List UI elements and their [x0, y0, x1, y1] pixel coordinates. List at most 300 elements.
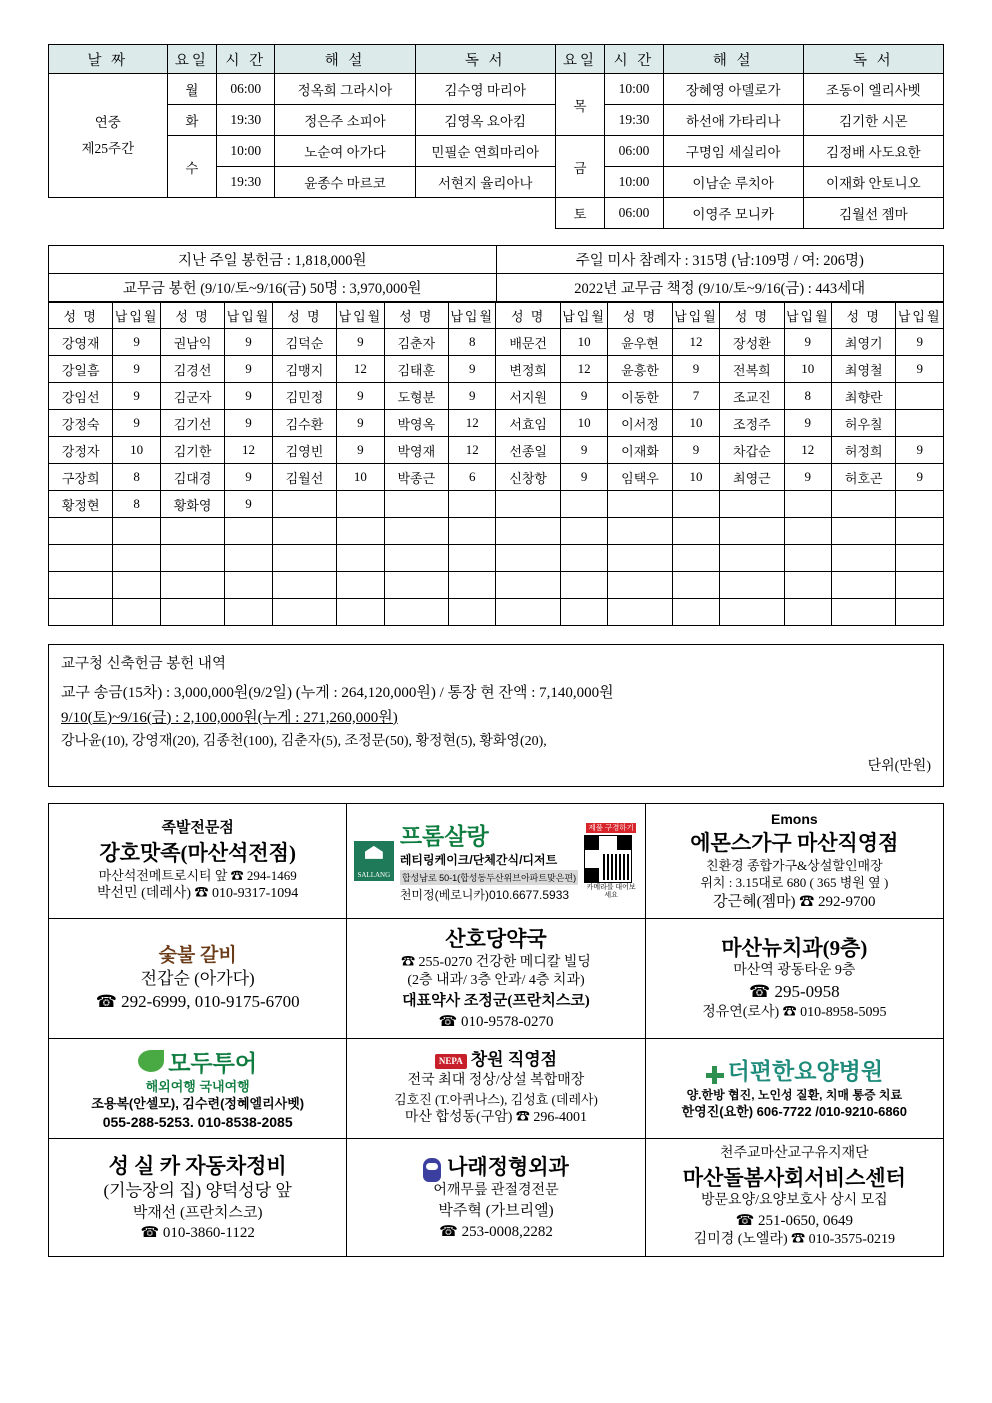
cell-payment-month: [449, 572, 496, 599]
cell-name: 박종근: [384, 464, 448, 491]
cell-name: 김경선: [160, 356, 224, 383]
ad-pharmacy-line-3: 대표약사 조정군(프란치스코): [402, 993, 590, 1010]
cell-name: 최향란: [832, 383, 896, 410]
cell-payment-month: 9: [784, 410, 831, 437]
cell-payment-month: 10: [560, 410, 607, 437]
cell-payment-month: 12: [337, 356, 384, 383]
cell-payment-month: 9: [113, 383, 160, 410]
cell-name: [160, 545, 224, 572]
col-date: 날 짜: [49, 45, 168, 74]
cell-name: 김민정: [272, 383, 336, 410]
cell-name: [720, 599, 784, 626]
col-payment-month: 납입월: [784, 303, 831, 329]
ad-jokbal-line-2: 마산석전메트로시티 앞 ☎ 294-1469: [98, 867, 297, 883]
ad-hospital-header: [650, 1056, 939, 1087]
cell-payment-month: 9: [113, 329, 160, 356]
cell-name: [49, 518, 113, 545]
time: 10:00: [217, 136, 275, 167]
cell-name: [608, 599, 672, 626]
cell-name: 조정주: [720, 410, 784, 437]
advertisement-grid: [48, 803, 944, 1257]
cell-name: [272, 545, 336, 572]
ad-emons-line-2: 친환경 종합가구&상설할인매장: [706, 857, 883, 873]
ad-dental[interactable]: [645, 919, 943, 1039]
time: 19:30: [605, 105, 663, 136]
cell-name: 권남익: [160, 329, 224, 356]
ad-jokbal[interactable]: [49, 803, 347, 919]
cell-payment-month: [896, 518, 944, 545]
construction-donors: 강나윤(10), 강영재(20), 김종천(100), 김춘자(5), 조정문(50), 황정현(5), 황화영(20),: [61, 734, 547, 750]
cell-payment-month: [672, 491, 719, 518]
col-time-right: 시 간: [605, 45, 663, 74]
cell-name: 신창항: [496, 464, 560, 491]
cell-name: 김영빈: [272, 437, 336, 464]
time: 10:00: [605, 74, 663, 105]
cell-name: 김춘자: [384, 329, 448, 356]
ad-galbi-line-1: 전갑순 (아가다): [140, 969, 255, 989]
cell-name: [496, 572, 560, 599]
cell-payment-month: [337, 545, 384, 572]
cell-name: 최영근: [720, 464, 784, 491]
qr-code-icon[interactable]: [584, 835, 632, 883]
cell-payment-month: [896, 410, 944, 437]
offering-summary-table: [48, 245, 944, 302]
table-row: [49, 329, 944, 356]
cell-name: 강임선: [49, 383, 113, 410]
ad-galbi-line-0: [53, 943, 342, 969]
commentary: 장혜영 아델로가: [663, 74, 803, 105]
cell-payment-month: [225, 545, 272, 572]
cell-name: 김맹지: [272, 356, 336, 383]
ad-dental-line-0: 마산뉴치과(9층): [721, 935, 868, 960]
ad-row: [49, 919, 944, 1039]
weekday: 목: [555, 74, 605, 136]
cell-payment-month: [672, 599, 719, 626]
cell-name: [160, 518, 224, 545]
cell-name: 서효임: [496, 410, 560, 437]
cell-name: 서지원: [496, 383, 560, 410]
mascot-icon: [423, 1158, 441, 1182]
ad-emons[interactable]: [645, 803, 943, 919]
qr-caption: 카메라를 대어보세요: [586, 883, 636, 900]
cell-payment-month: [672, 545, 719, 572]
reading: 민필순 연희마리아: [415, 136, 555, 167]
ad-orthopedics-line-1: 어깨무릎 관절경전문: [433, 1183, 559, 1199]
cell-payment-month: 8: [113, 464, 160, 491]
cell-payment-month: [337, 518, 384, 545]
ad-fromsallang[interactable]: [347, 803, 645, 919]
cell-name: 이서정: [608, 410, 672, 437]
ad-dental-line-3: 정유연(로사) ☎ 010-8958-5095: [702, 1005, 887, 1021]
cell-name: [496, 491, 560, 518]
cell-payment-month: [449, 599, 496, 626]
cell-name: 장성환: [720, 329, 784, 356]
table-row: [49, 437, 944, 464]
cell-payment-month: 12: [784, 437, 831, 464]
ad-emons-line-0: Emons: [770, 810, 818, 827]
time: 06:00: [605, 198, 663, 229]
cell-payment-month: 9: [113, 356, 160, 383]
cell-name: 최영철: [832, 356, 896, 383]
cell-payment-month: 8: [449, 329, 496, 356]
col-name: 성 명: [720, 303, 784, 329]
col-name: 성 명: [384, 303, 448, 329]
ad-nepa-header: [351, 1049, 640, 1072]
cell-payment-month: 9: [560, 464, 607, 491]
table-row: [49, 383, 944, 410]
ad-modootour[interactable]: [49, 1038, 347, 1138]
ad-fromsallang-brand: 프롬살랑: [399, 823, 489, 850]
cell-name: [496, 599, 560, 626]
ad-modootour-line-1: 조용복(안셀모), 김수련(정혜엘리사벳): [91, 1096, 305, 1112]
cell-name: [272, 491, 336, 518]
contributor-names-table: [48, 302, 944, 626]
cell-name: [832, 599, 896, 626]
cell-payment-month: [113, 518, 160, 545]
col-name: 성 명: [49, 303, 113, 329]
cell-name: [832, 518, 896, 545]
ad-pharmacy-line-2: (2층 내과/ 3층 안과/ 4층 치과): [407, 973, 585, 989]
cell-payment-month: [225, 599, 272, 626]
cell-payment-month: [784, 545, 831, 572]
table-header-row: [49, 303, 944, 329]
ad-emons-line-1: 에몬스가구 마산직영점: [690, 830, 899, 855]
cell-payment-month: [896, 572, 944, 599]
cell-payment-month: 9: [672, 356, 719, 383]
cell-name: 차갑순: [720, 437, 784, 464]
ad-nepa-line-3: 마산 합성동(구암) ☎ 296-4001: [404, 1109, 588, 1125]
modootour-logo: [53, 1045, 342, 1078]
ad-welfare-center[interactable]: [645, 1138, 943, 1256]
cell-payment-month: 9: [784, 464, 831, 491]
cell-name: [720, 518, 784, 545]
ad-pharmacy-line-0: 산호당약국: [445, 927, 547, 952]
period-line-2: 제25주간: [81, 140, 135, 156]
ad-modootour-brand: 모두투어: [168, 1049, 258, 1076]
ad-modootour-line-2: 055-288-5253. 010-8538-2085: [102, 1113, 293, 1130]
cell-name: [832, 572, 896, 599]
ad-carservice[interactable]: [49, 1138, 347, 1256]
cell-name: [272, 572, 336, 599]
cell-payment-month: [113, 545, 160, 572]
ad-sanho-pharmacy[interactable]: [347, 919, 645, 1039]
cell-name: [384, 545, 448, 572]
cell-name: 강정숙: [49, 410, 113, 437]
table-row: [49, 274, 944, 302]
offering-section: [48, 245, 944, 626]
table-row: [49, 518, 944, 545]
cell-payment-month: 9: [337, 437, 384, 464]
col-payment-month: 납입월: [113, 303, 160, 329]
cell-payment-month: [784, 572, 831, 599]
cell-name: [832, 545, 896, 572]
cell-name: [608, 572, 672, 599]
reading: 김영옥 요아킴: [415, 105, 555, 136]
cell-name: 강일흠: [49, 356, 113, 383]
cell-payment-month: [337, 599, 384, 626]
ad-orthopedics-line-2: 박주혁 (가브리엘): [438, 1203, 554, 1220]
cell-name: 구장희: [49, 464, 113, 491]
cell-payment-month: [225, 518, 272, 545]
cell-name: 이재화: [608, 437, 672, 464]
table-row: [49, 572, 944, 599]
cell-name: 황화영: [160, 491, 224, 518]
cell-payment-month: 12: [449, 437, 496, 464]
cell-payment-month: [225, 572, 272, 599]
ad-carservice-line-1: (기능장의 집) 양덕성당 앞: [103, 1180, 292, 1200]
table-row: [49, 246, 944, 274]
commentary: 노순여 아가다: [275, 136, 415, 167]
ad-nepa-line-0: 창원 직영점: [470, 1050, 558, 1070]
dues-assessment: 2022년 교무금 책정 (9/10/토~9/16(금) : 443세대: [496, 274, 944, 302]
cell-payment-month: 9: [896, 464, 944, 491]
time: 06:00: [217, 74, 275, 105]
reading: 조동이 엘리사벳: [803, 74, 943, 105]
cell-payment-month: [560, 545, 607, 572]
cell-payment-month: 10: [672, 464, 719, 491]
cell-payment-month: [113, 572, 160, 599]
ad-welfare-line-4: 김미경 (노엘라) ☎ 010-3575-0219: [693, 1232, 895, 1248]
cell-name: 박영옥: [384, 410, 448, 437]
mass-schedule-table: [48, 44, 944, 229]
ad-pharmacy-line-4: ☎ 010-9578-0270: [438, 1013, 554, 1030]
cell-payment-month: [113, 599, 160, 626]
col-payment-month: 납입월: [560, 303, 607, 329]
weekday: 토: [555, 198, 605, 229]
cell-payment-month: [560, 599, 607, 626]
medical-cross-icon: [706, 1066, 724, 1084]
ad-fromsallang-line-0: 레티링케이크/단체간식/디저트: [399, 853, 558, 868]
reading: 김정배 사도요한: [803, 136, 943, 167]
cell-payment-month: [896, 491, 944, 518]
cell-name: 허호곤: [832, 464, 896, 491]
cell-payment-month: 9: [449, 356, 496, 383]
cell-payment-month: 9: [672, 437, 719, 464]
weekday: 월: [167, 74, 217, 105]
cell-payment-month: 12: [225, 437, 272, 464]
ad-emons-line-4: 강근혜(젬마) ☎ 292-9700: [713, 893, 876, 910]
cell-name: 배문건: [496, 329, 560, 356]
cell-name: [49, 572, 113, 599]
time: 19:30: [217, 167, 275, 198]
cell-payment-month: [672, 572, 719, 599]
cell-name: [160, 599, 224, 626]
col-payment-month: 납입월: [672, 303, 719, 329]
cell-name: [49, 599, 113, 626]
qr-badge-label: 제품 구경하기: [588, 822, 634, 832]
ad-carservice-line-2: 박재선 (프란치스코): [132, 1204, 263, 1221]
ad-hospital-brand: 더편한요양병원: [727, 1057, 884, 1084]
cell-payment-month: [784, 599, 831, 626]
ad-jokbal-line-1: 강호맛족(마산석전점): [99, 840, 296, 865]
cell-name: 선종일: [496, 437, 560, 464]
cell-payment-month: 9: [896, 329, 944, 356]
col-payment-month: 납입월: [225, 303, 272, 329]
cell-payment-month: 9: [225, 329, 272, 356]
weekday: 화: [167, 105, 217, 136]
ad-orthopedics-line-3: ☎ 253-0008,2282: [439, 1223, 553, 1240]
construction-title: 교구청 신축헌금 봉헌 내역: [61, 656, 226, 672]
cell-name: 전복희: [720, 356, 784, 383]
cell-payment-month: [449, 491, 496, 518]
ad-welfare-line-1: 마산돌봄사회서비스센터: [682, 1165, 906, 1190]
cell-name: [384, 572, 448, 599]
ad-modootour-line-0: 해외여행 국내여행: [145, 1078, 250, 1094]
table-row: [49, 74, 944, 105]
cell-payment-month: 9: [784, 329, 831, 356]
ad-emons-line-3: 위치 : 3.15대로 680 ( 365 병원 옆 ): [700, 875, 889, 891]
reading: 김수영 마리아: [415, 74, 555, 105]
cell-name: [608, 545, 672, 572]
time: 10:00: [605, 167, 663, 198]
commentary: 이남순 루치아: [663, 167, 803, 198]
ad-orthopedics-header: [351, 1153, 640, 1182]
col-name: 성 명: [496, 303, 560, 329]
cell-payment-month: [449, 518, 496, 545]
ad-welfare-line-2: 방문요양/요양보호사 상시 모집: [700, 1193, 888, 1209]
cell-name: 임택우: [608, 464, 672, 491]
ad-hospital-line-1: 한영진(요한) 606-7722 /010-9210-6860: [681, 1104, 908, 1120]
cell-name: [832, 491, 896, 518]
cell-payment-month: 10: [113, 437, 160, 464]
cell-name: [384, 599, 448, 626]
cell-payment-month: 10: [784, 356, 831, 383]
ad-fromsallang-line-1: 합성남로 50-1(합성동두산위브아파트맞은편): [400, 870, 578, 885]
cell-payment-month: 9: [225, 491, 272, 518]
cell-payment-month: 12: [672, 329, 719, 356]
cell-name: [720, 491, 784, 518]
cell-payment-month: [784, 491, 831, 518]
cell-name: [496, 545, 560, 572]
weekday: 수: [167, 136, 217, 198]
cell-name: 김기선: [160, 410, 224, 437]
ad-hospital[interactable]: [645, 1038, 943, 1138]
cell-name: 강정자: [49, 437, 113, 464]
ad-row: [49, 803, 944, 919]
construction-line-2: 9/10(토)~9/16(금) : 2,100,000원(누게 : 271,260,000원): [61, 709, 398, 726]
cell-name: [160, 572, 224, 599]
cell-name: 김기한: [160, 437, 224, 464]
cell-payment-month: 12: [449, 410, 496, 437]
cell-name: [496, 518, 560, 545]
cell-payment-month: 9: [225, 383, 272, 410]
ad-nepa[interactable]: [347, 1038, 645, 1138]
time: 19:30: [217, 105, 275, 136]
cell-payment-month: [560, 572, 607, 599]
sallang-logo-text: SALLANG: [357, 870, 391, 879]
cell-payment-month: 10: [337, 464, 384, 491]
ad-orthopedics-line-0: 나래정형외과: [447, 1155, 569, 1180]
ad-welfare-line-0: 천주교마산교구유지재단: [719, 1145, 869, 1161]
dues-offering: 교무금 봉헌 (9/10/토~9/16(금) 50명 : 3,970,000원: [49, 274, 497, 302]
ad-hospital-line-0: 양.한방 협진, 노인성 질환, 치매 통증 치료: [686, 1087, 903, 1102]
cell-name: 조교진: [720, 383, 784, 410]
col-name: 성 명: [832, 303, 896, 329]
ad-nepa-line-1: 전국 최대 정상/상설 복합매장: [407, 1073, 585, 1089]
cell-payment-month: [449, 545, 496, 572]
cell-name: 윤흥한: [608, 356, 672, 383]
sunday-attendance: 주일 미사 참례자 : 315명 (남:109명 / 여: 206명): [496, 246, 944, 274]
cell-name: 허우칠: [832, 410, 896, 437]
cell-payment-month: [337, 491, 384, 518]
ad-dental-line-2: ☎ 295-0958: [749, 982, 840, 1002]
cell-name: 윤우현: [608, 329, 672, 356]
cell-payment-month: [672, 518, 719, 545]
cell-payment-month: 9: [225, 356, 272, 383]
cell-payment-month: 9: [337, 410, 384, 437]
time: 06:00: [605, 136, 663, 167]
table-row: [49, 464, 944, 491]
ad-carservice-line-3: ☎ 010-3860-1122: [140, 1225, 255, 1242]
commentary: 하선애 가타리나: [663, 105, 803, 136]
commentary: 윤종수 마르코: [275, 167, 415, 198]
col-name: 성 명: [160, 303, 224, 329]
cell-name: 김대경: [160, 464, 224, 491]
reading: 김기한 시몬: [803, 105, 943, 136]
cell-payment-month: [337, 572, 384, 599]
construction-offering-box: [48, 644, 944, 787]
ad-orthopedics[interactable]: [347, 1138, 645, 1256]
weekday: 금: [555, 136, 605, 198]
col-name: 성 명: [608, 303, 672, 329]
table-row: [49, 136, 944, 167]
cell-payment-month: 9: [225, 410, 272, 437]
cell-name: 김수환: [272, 410, 336, 437]
col-weekday-left: 요일: [167, 45, 217, 74]
construction-unit-note: 단위(만원): [867, 758, 931, 774]
sallang-logo-icon: [354, 841, 394, 881]
last-sunday-offering: 지난 주일 봉헌금 : 1,818,000원: [49, 246, 497, 274]
cell-name: 김태훈: [384, 356, 448, 383]
cell-name: 김월선: [272, 464, 336, 491]
ad-nepa-line-2: 김호진 (T.아퀴나스), 김성효 (데레사): [394, 1092, 598, 1107]
col-reading-right: 독 서: [803, 45, 943, 74]
ad-jokbal-line-3: 박선민 (데레사) ☎ 010-9317-1094: [97, 885, 299, 901]
table-row: [49, 356, 944, 383]
cell-payment-month: 9: [896, 356, 944, 383]
table-header-row: [49, 45, 944, 74]
period-cell: [49, 74, 168, 198]
cell-name: 최영기: [832, 329, 896, 356]
cell-name: [608, 518, 672, 545]
table-row: [49, 198, 944, 229]
cell-name: [720, 545, 784, 572]
ad-row: [49, 1138, 944, 1256]
col-time-left: 시 간: [217, 45, 275, 74]
cell-payment-month: 9: [560, 437, 607, 464]
cell-name: [384, 491, 448, 518]
qr-block: [584, 823, 638, 900]
col-reading-left: 독 서: [415, 45, 555, 74]
cell-payment-month: 8: [113, 491, 160, 518]
ad-galbi[interactable]: [49, 919, 347, 1039]
cell-payment-month: 9: [896, 437, 944, 464]
cell-name: 강영재: [49, 329, 113, 356]
ad-welfare-line-3: ☎ 251-0650, 0649: [735, 1212, 854, 1229]
cell-payment-month: 9: [225, 464, 272, 491]
ad-pharmacy-line-1: ☎ 255-0270 건강한 메디칼 빌딩: [401, 954, 591, 970]
col-payment-month: 납입월: [449, 303, 496, 329]
reading: 서현지 율리아나: [415, 167, 555, 198]
cell-payment-month: 12: [560, 356, 607, 383]
cell-name: 김덕순: [272, 329, 336, 356]
cell-payment-month: [896, 545, 944, 572]
nepa-logo-icon: NEPA: [435, 1054, 467, 1068]
cell-name: [608, 491, 672, 518]
cell-name: [272, 518, 336, 545]
commentary: 정옥희 그라시아: [275, 74, 415, 105]
construction-line-1: 교구 송금(15차) : 3,000,000원(9/2일) (누게 : 264,120,000원) / 통장 현 잔액 : 7,140,000원: [61, 684, 614, 701]
